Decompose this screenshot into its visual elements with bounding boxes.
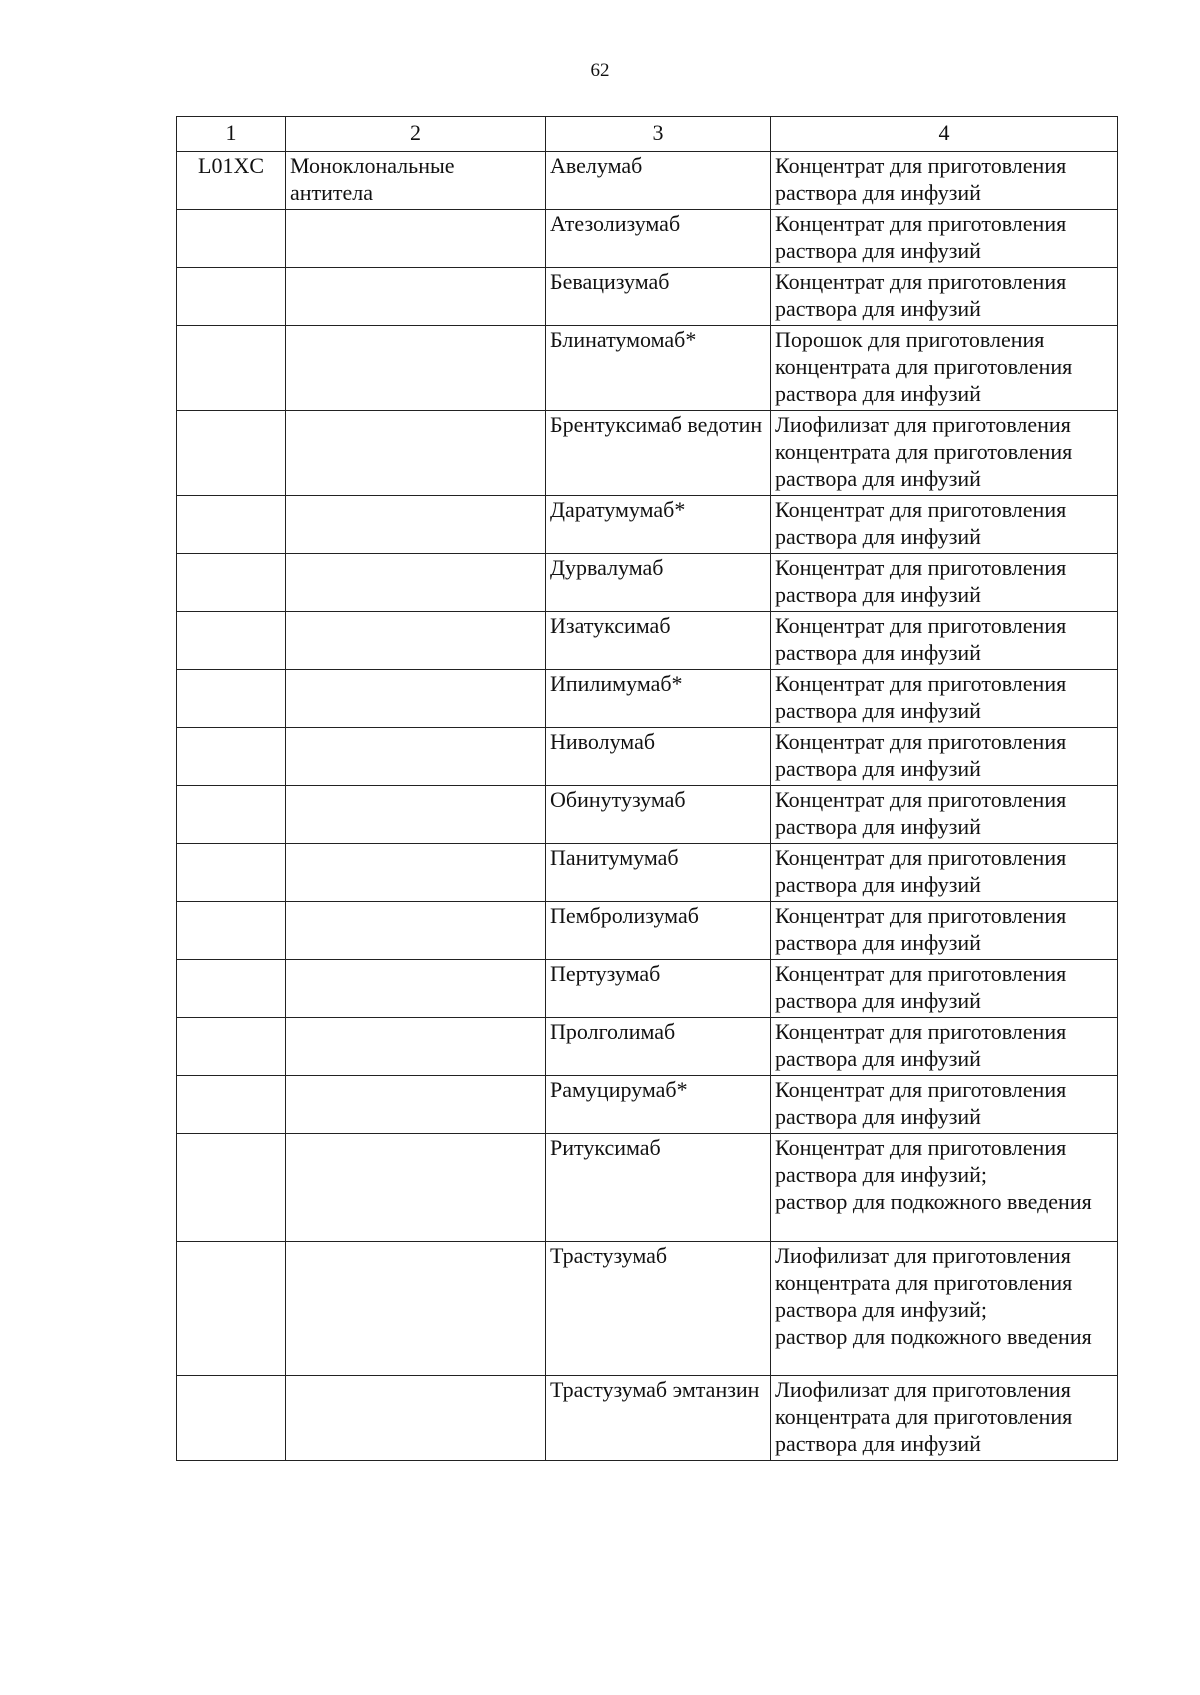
atc-code-cell <box>177 902 286 960</box>
group-name-cell <box>286 612 546 670</box>
drug-name-cell: Дурвалумаб <box>546 554 771 612</box>
dosage-form-cell: Концентрат для приготовления раствора для инфузий <box>771 960 1118 1018</box>
atc-code-cell <box>177 268 286 326</box>
drug-name-cell: Блинатумомаб* <box>546 326 771 411</box>
table-row <box>177 670 1118 728</box>
drug-table <box>176 116 1118 1461</box>
drug-name-cell: Брентуксимаб ведотин <box>546 411 771 496</box>
group-name-cell <box>286 1242 546 1376</box>
group-name-cell <box>286 960 546 1018</box>
column-header-4: 4 <box>771 117 1118 152</box>
table-row <box>177 786 1118 844</box>
dosage-form-cell: Концентрат для приготовления раствора для инфузий <box>771 728 1118 786</box>
drug-name-cell: Обинутузумаб <box>546 786 771 844</box>
atc-code-cell <box>177 1376 286 1461</box>
drug-name-cell: Пролголимаб <box>546 1018 771 1076</box>
atc-code-cell <box>177 210 286 268</box>
table-row <box>177 1376 1118 1461</box>
dosage-form-cell: Лиофилизат для приготовления концентрата для приготовления раствора для инфузий <box>771 1376 1118 1461</box>
group-name-cell <box>286 844 546 902</box>
table-row <box>177 1076 1118 1134</box>
dosage-form-cell: Концентрат для приготовления раствора для инфузий <box>771 1018 1118 1076</box>
table-row <box>177 612 1118 670</box>
drug-name-cell: Даратумумаб* <box>546 496 771 554</box>
drug-name-cell: Ипилимумаб* <box>546 670 771 728</box>
table-row <box>177 210 1118 268</box>
group-name-cell <box>286 1376 546 1461</box>
drug-name-cell: Пембролизумаб <box>546 902 771 960</box>
dosage-form-cell: Концентрат для приготовления раствора для инфузий <box>771 786 1118 844</box>
drug-name-cell: Ритуксимаб <box>546 1134 771 1242</box>
dosage-form-cell: Концентрат для приготовления раствора для инфузий <box>771 268 1118 326</box>
atc-code-cell <box>177 844 286 902</box>
dosage-form-cell: Концентрат для приготовления раствора для инфузий <box>771 902 1118 960</box>
atc-code-cell <box>177 326 286 411</box>
table-row <box>177 1134 1118 1242</box>
atc-code-cell <box>177 1076 286 1134</box>
atc-code-cell <box>177 1018 286 1076</box>
group-name-cell <box>286 786 546 844</box>
table-row <box>177 1242 1118 1376</box>
dosage-form-cell: Концентрат для приготовления раствора для инфузий <box>771 612 1118 670</box>
drug-name-cell: Трастузумаб <box>546 1242 771 1376</box>
table-body <box>177 152 1118 1461</box>
table-row <box>177 152 1118 210</box>
atc-code-cell <box>177 612 286 670</box>
dosage-form-cell: Лиофилизат для приготовления концентрата для приготовления раствора для инфузий <box>771 411 1118 496</box>
drug-name-cell: Атезолизумаб <box>546 210 771 268</box>
atc-code-cell <box>177 786 286 844</box>
table-row <box>177 844 1118 902</box>
table-row <box>177 728 1118 786</box>
atc-code-cell: L01XC <box>177 152 286 210</box>
group-name-cell <box>286 1018 546 1076</box>
drug-name-cell: Ниволумаб <box>546 728 771 786</box>
group-name-cell <box>286 326 546 411</box>
group-name-cell <box>286 411 546 496</box>
drug-name-cell: Трастузумаб эмтанзин <box>546 1376 771 1461</box>
drug-name-cell: Авелумаб <box>546 152 771 210</box>
dosage-form-cell: Концентрат для приготовления раствора для инфузий; раствор для подкожного введения <box>771 1134 1118 1242</box>
drug-name-cell: Панитумумаб <box>546 844 771 902</box>
group-name-cell <box>286 554 546 612</box>
group-name-cell <box>286 268 546 326</box>
group-name-cell <box>286 210 546 268</box>
dosage-form-cell: Концентрат для приготовления раствора для инфузий <box>771 1076 1118 1134</box>
dosage-form-cell: Лиофилизат для приготовления концентрата для приготовления раствора для инфузий; раствор для подкожного введения <box>771 1242 1118 1376</box>
dosage-form-cell: Концентрат для приготовления раствора для инфузий <box>771 670 1118 728</box>
group-name-cell <box>286 1076 546 1134</box>
group-name-cell <box>286 902 546 960</box>
group-name-cell <box>286 670 546 728</box>
dosage-form-cell: Концентрат для приготовления раствора для инфузий <box>771 844 1118 902</box>
group-name-cell <box>286 728 546 786</box>
atc-code-cell <box>177 1242 286 1376</box>
drug-name-cell: Изатуксимаб <box>546 612 771 670</box>
atc-code-cell <box>177 960 286 1018</box>
page-number: 62 <box>590 60 610 81</box>
table-row <box>177 326 1118 411</box>
column-header-3: 3 <box>546 117 771 152</box>
column-header-1: 1 <box>177 117 286 152</box>
atc-code-cell <box>177 411 286 496</box>
table-row <box>177 960 1118 1018</box>
group-name-cell: Моноклональные антитела <box>286 152 546 210</box>
table-row <box>177 1018 1118 1076</box>
table-row <box>177 902 1118 960</box>
dosage-form-cell: Порошок для приготовления концентрата для приготовления раствора для инфузий <box>771 326 1118 411</box>
group-name-cell <box>286 496 546 554</box>
atc-code-cell <box>177 496 286 554</box>
atc-code-cell <box>177 728 286 786</box>
dosage-form-cell: Концентрат для приготовления раствора для инфузий <box>771 554 1118 612</box>
atc-code-cell <box>177 1134 286 1242</box>
column-header-2: 2 <box>286 117 546 152</box>
table-row <box>177 411 1118 496</box>
table-row <box>177 496 1118 554</box>
dosage-form-cell: Концентрат для приготовления раствора для инфузий <box>771 210 1118 268</box>
drug-name-cell: Бевацизумаб <box>546 268 771 326</box>
table-header-row <box>177 117 1118 152</box>
drug-name-cell: Пертузумаб <box>546 960 771 1018</box>
atc-code-cell <box>177 554 286 612</box>
table-row <box>177 268 1118 326</box>
atc-code-cell <box>177 670 286 728</box>
group-name-cell <box>286 1134 546 1242</box>
dosage-form-cell: Концентрат для приготовления раствора для инфузий <box>771 152 1118 210</box>
dosage-form-cell: Концентрат для приготовления раствора для инфузий <box>771 496 1118 554</box>
table-row <box>177 554 1118 612</box>
drug-name-cell: Рамуцирумаб* <box>546 1076 771 1134</box>
